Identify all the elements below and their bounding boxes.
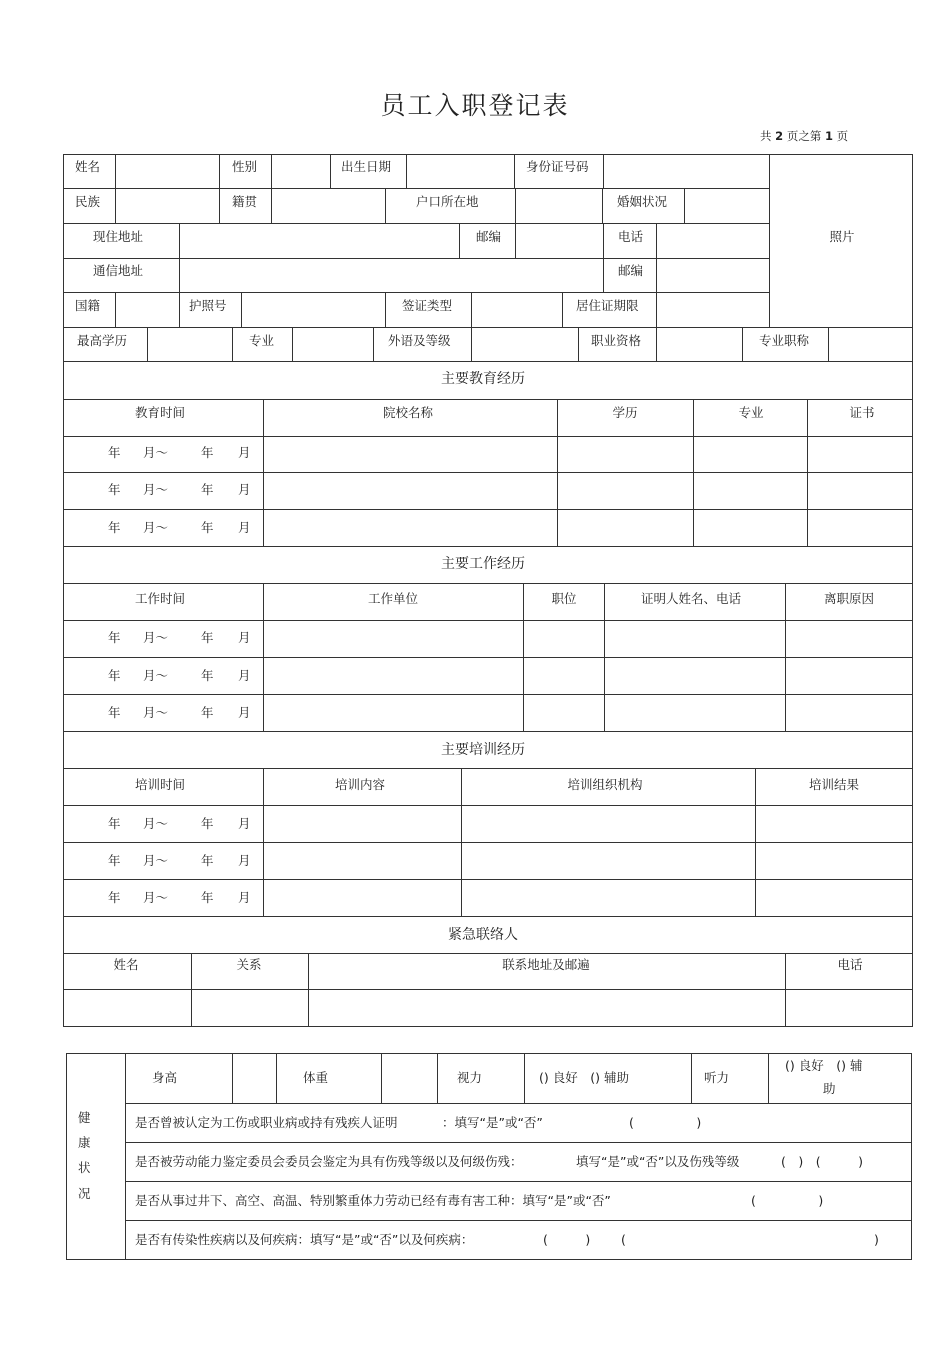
photo-label: 照片 [829,229,855,244]
nationality-label: 国籍 [75,298,101,313]
major-label: 专业 [249,333,275,348]
postcode-label: 邮编 [476,229,502,244]
period-year: 年 [108,520,121,535]
period-year-end: 年 [201,705,214,720]
disease-answer-yes-no[interactable]: ( ) [543,1232,591,1247]
weight-label: 体重 [303,1070,329,1085]
period-year: 年 [108,890,121,905]
period-year: 年 [108,816,121,831]
period-year-end: 年 [201,630,214,645]
hazard-answer[interactable]: ( ) [751,1193,824,1208]
injury-hint: ：填写“是”或“否” [442,1115,543,1130]
period-year: 年 [108,482,121,497]
period-month: 月～ [143,482,169,497]
qualification-label: 职业资格 [591,333,642,348]
period-year: 年 [108,705,121,720]
native-place-label: 籍贯 [232,194,258,209]
disease-answer-close: ) [874,1232,879,1247]
current-address-label: 现住地址 [93,229,144,244]
hukou-label: 户口所在地 [416,194,479,209]
period-year-end: 年 [201,482,214,497]
page-prefix: 共 [760,129,772,143]
visa-type-label: 签证类型 [402,298,453,313]
vision-options[interactable]: () 良好 () 辅助 [539,1070,629,1085]
period-month-end: 月 [238,816,251,831]
page-mid: 页之第 [786,129,822,143]
period-month-end: 月 [238,668,251,683]
emergency-col-phone: 电话 [837,957,863,972]
health-label-char-1: 健 [78,1110,91,1125]
page-total: 2 [775,129,784,143]
injury-question: 是否曾被认定为工伤或职业病或持有残疾人证明 [135,1115,398,1130]
marital-status-label: 婚姻状况 [617,194,668,209]
period-month-end: 月 [238,890,251,905]
current-address-field[interactable] [180,224,459,258]
mail-postcode-label: 邮编 [618,263,644,278]
edu-col-degree: 学历 [612,405,638,420]
id-number-field[interactable] [604,155,769,188]
training-col-result: 培训结果 [808,777,860,792]
gender-label: 性别 [232,159,258,174]
period-month: 月～ [143,445,169,460]
period-year-end: 年 [201,520,214,535]
period-month: 月～ [143,705,169,720]
edu-col-time: 教育时间 [134,405,186,420]
period-month-end: 月 [238,853,251,868]
training-col-content: 培训内容 [334,777,386,792]
training-section-title: 主要培训经历 [441,742,525,758]
period-year-end: 年 [201,668,214,683]
period-month-end: 月 [238,705,251,720]
training-col-time: 培训时间 [134,777,186,792]
work-col-company: 工作单位 [367,591,419,606]
period-month: 月～ [143,816,169,831]
foreign-language-label: 外语及等级 [388,333,451,348]
mail-address-field[interactable] [180,259,603,292]
hazard-question: 是否从事过井下、高空、高温、特别繁重体力劳动已经有毒有害工种：填写“是”或“否” [135,1193,611,1208]
period-year: 年 [108,853,121,868]
period-month-end: 月 [238,445,251,460]
health-label-char-4: 况 [78,1186,91,1201]
period-month-end: 月 [238,482,251,497]
period-year: 年 [108,445,121,460]
phone-label: 电话 [618,229,644,244]
name-label: 姓名 [75,159,101,174]
gender-field[interactable] [272,155,330,188]
work-section-title: 主要工作经历 [441,556,525,572]
emergency-col-address: 联系地址及邮遍 [502,957,590,972]
edu-col-certificate: 证书 [849,405,875,420]
period-month-end: 月 [238,630,251,645]
work-col-position: 职位 [551,591,577,606]
work-col-leave-reason: 离职原因 [823,591,875,606]
ethnicity-label: 民族 [75,194,101,209]
edu-col-school: 院校名称 [382,405,434,420]
period-month: 月～ [143,890,169,905]
hearing-options[interactable]: () 良好 () 辅 [785,1058,863,1073]
residence-period-label: 居住证期限 [576,298,639,313]
education-section-title: 主要教育经历 [441,371,525,387]
work-col-reference: 证明人姓名、电话 [640,591,742,606]
period-year-end: 年 [201,890,214,905]
training-col-organization: 培训组织机构 [567,777,643,792]
mail-address-label: 通信地址 [93,263,144,278]
period-month: 月～ [143,853,169,868]
work-col-time: 工作时间 [134,591,186,606]
birth-date-label: 出生日期 [341,159,392,174]
disease-answer-open[interactable]: ( [621,1232,626,1247]
disability-hint: 填写“是”或“否”以及伤残等级 [576,1154,740,1169]
height-label: 身高 [152,1070,178,1085]
health-label-char-2: 康 [78,1135,91,1150]
period-year-end: 年 [201,816,214,831]
period-month-end: 月 [238,520,251,535]
health-label-char-3: 状 [78,1160,91,1175]
form-title: 员工入职登记表 [380,91,570,120]
disability-answer[interactable]: ( ) ( ) [781,1154,864,1169]
period-month: 月～ [143,630,169,645]
emergency-col-name: 姓名 [113,957,139,972]
emergency-section-title: 紧急联络人 [448,927,518,943]
passport-label: 护照号 [189,298,227,313]
vision-label: 视力 [457,1070,483,1085]
id-number-label: 身份证号码 [526,159,589,174]
emergency-col-relation: 关系 [236,957,262,972]
birth-date-field[interactable] [407,155,514,188]
page-indicator [760,128,848,144]
disability-question: 是否被劳动能力鉴定委员会委员会鉴定为具有伤残等级以及何级伤残： [135,1154,523,1169]
page-suffix: 页 [836,129,849,143]
education-level-label: 最高学历 [77,333,128,348]
name-field[interactable] [116,155,219,188]
period-year-end: 年 [201,853,214,868]
period-year-end: 年 [201,445,214,460]
professional-title-label: 专业职称 [759,333,810,348]
edu-col-major: 专业 [738,405,764,420]
disease-question: 是否有传染性疾病以及何疾病：填写“是”或“否”以及何疾病： [135,1232,474,1247]
hearing-label: 听力 [704,1070,730,1085]
photo-field[interactable] [770,155,912,327]
hearing-options-wrap: 助 [823,1081,836,1096]
period-year: 年 [108,668,121,683]
period-month: 月～ [143,520,169,535]
injury-answer[interactable]: ( ) [629,1115,702,1130]
period-year: 年 [108,630,121,645]
period-month: 月～ [143,668,169,683]
page-current: 1 [824,129,833,143]
